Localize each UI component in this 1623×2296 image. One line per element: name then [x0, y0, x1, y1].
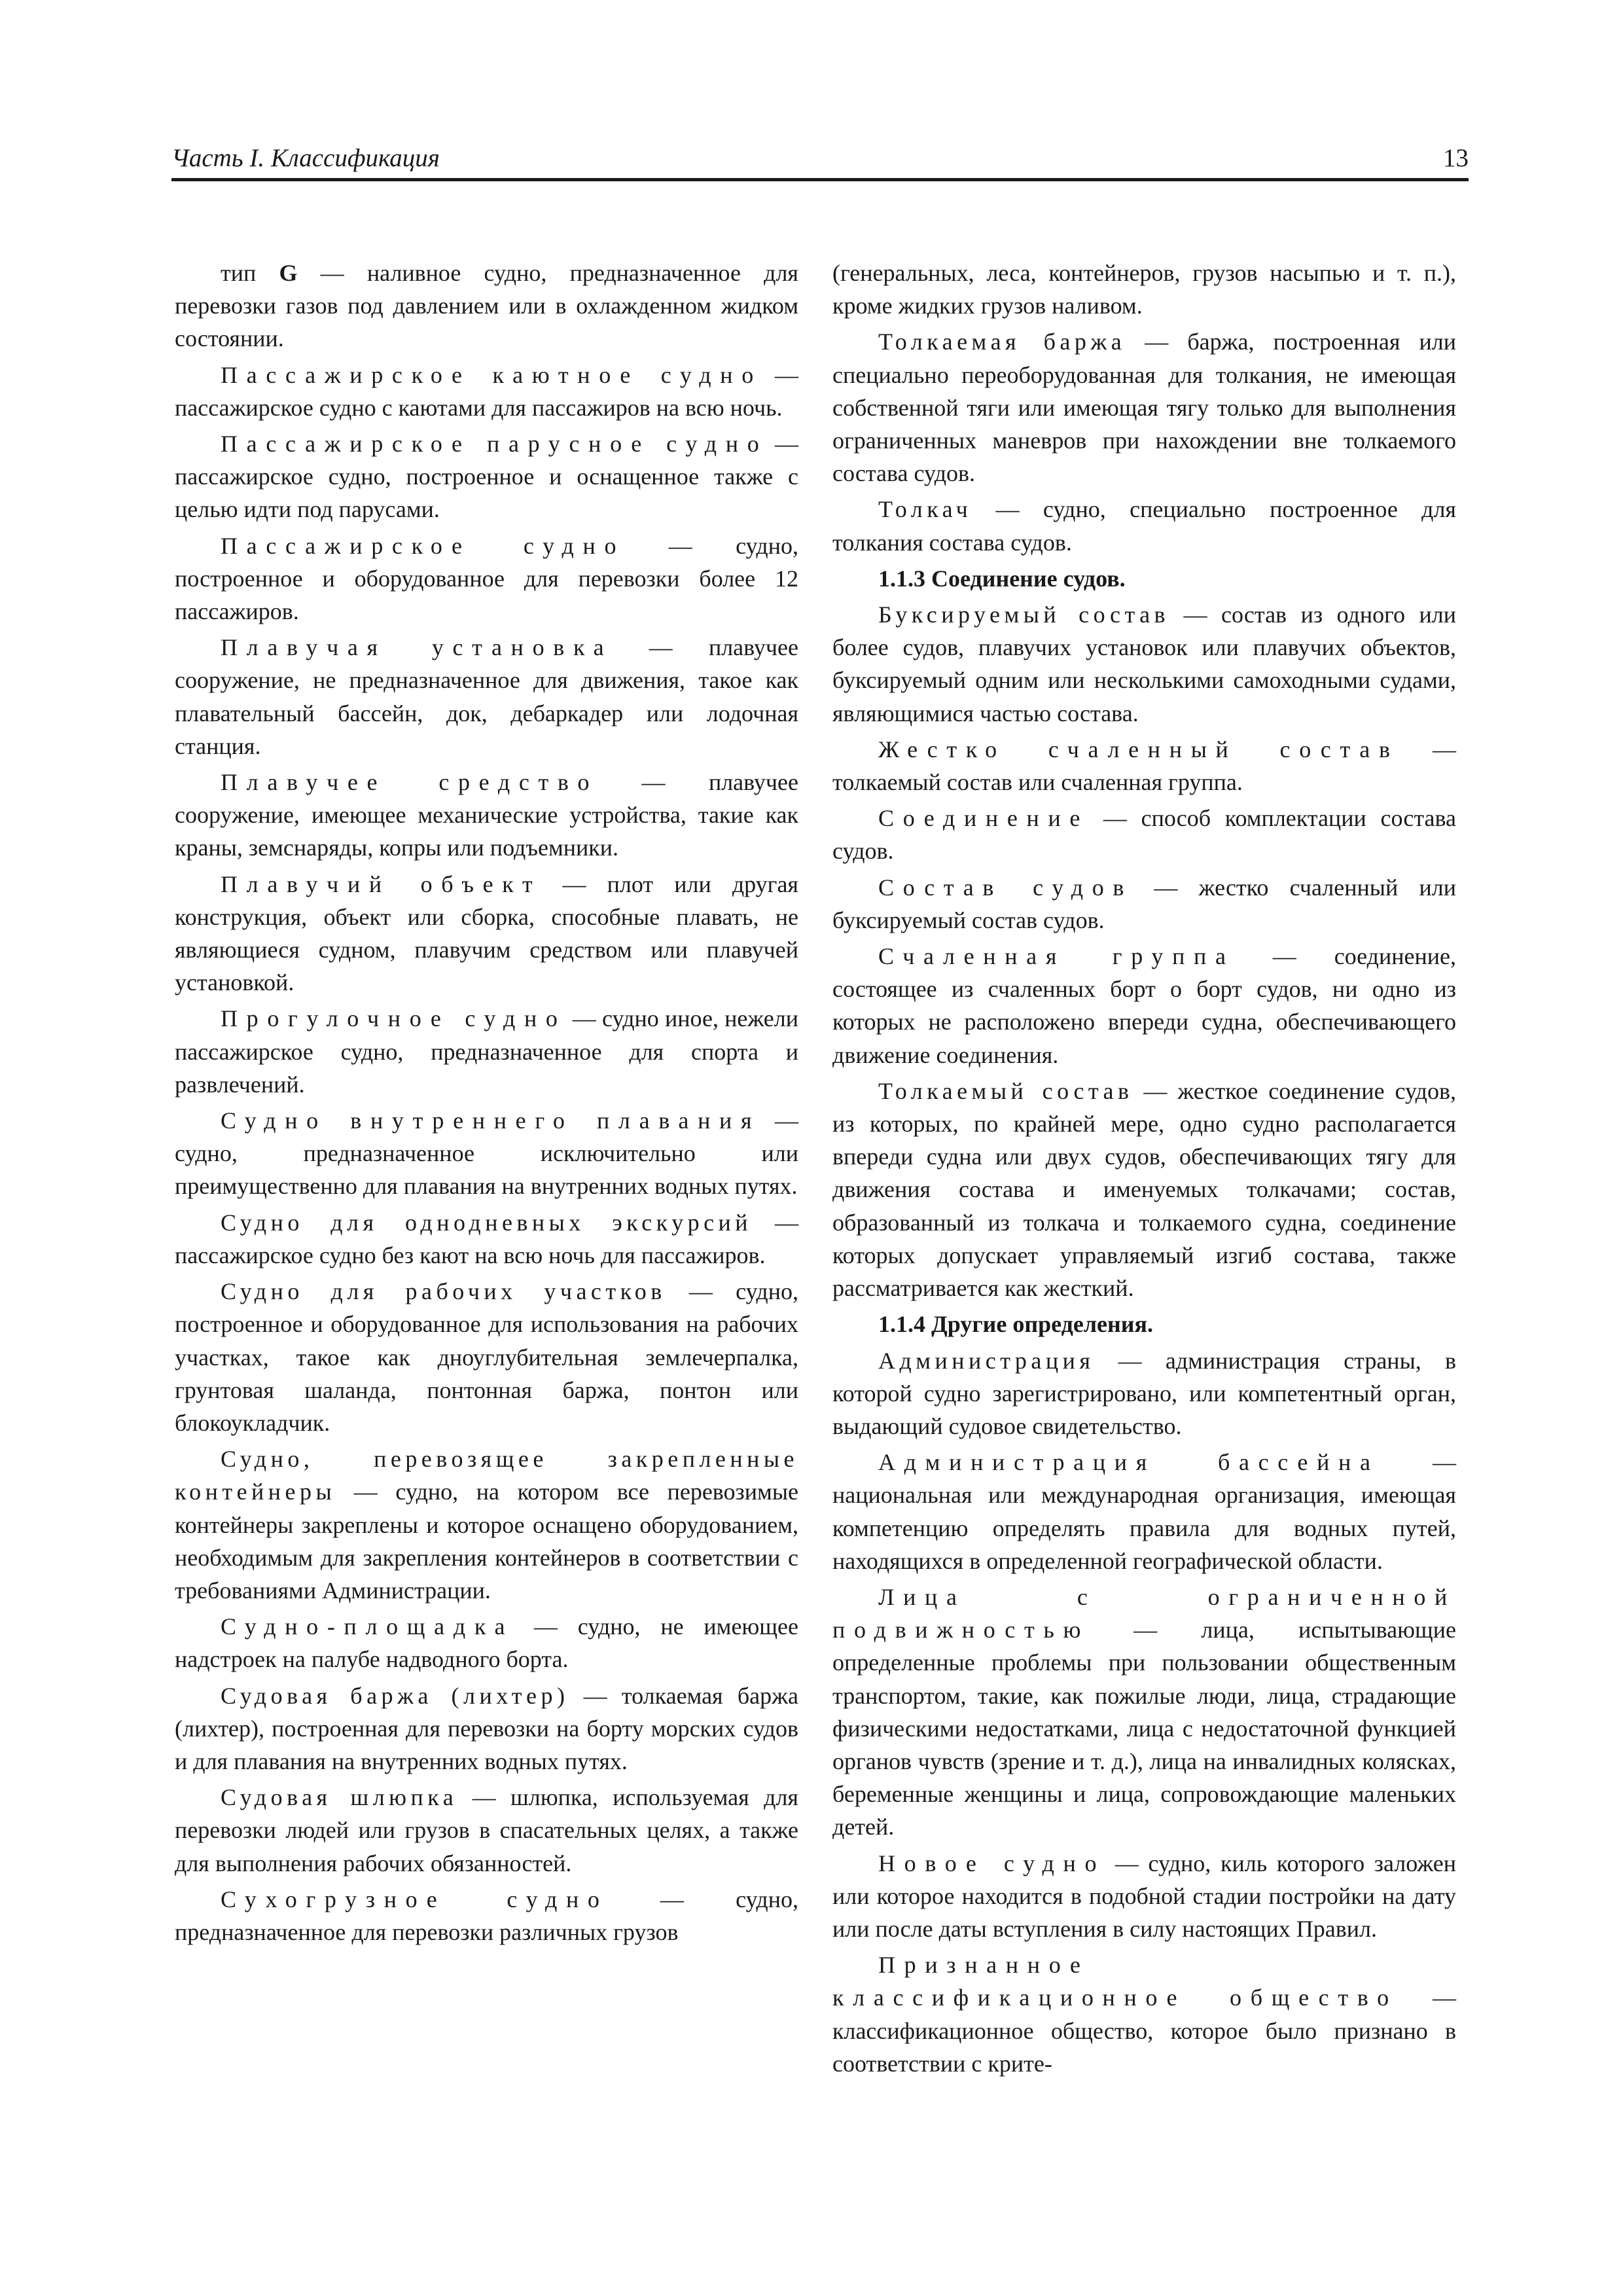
ship-type-letter: G: [279, 260, 298, 286]
definition-entry: [175, 631, 798, 762]
definition-entry: [832, 802, 1456, 867]
defined-term: Судовая баржа (лихтер): [221, 1682, 569, 1709]
defined-term: Судно внутреннего плавания: [221, 1107, 761, 1134]
defined-term: Состав судов: [878, 874, 1133, 901]
definition-entry: [832, 1581, 1456, 1844]
definition-entry: [175, 868, 798, 999]
definition-text: — соединение, состоящее из счаленных борт о борт судов, ни одно из которых не расположено впереди судна, обеспечивающего движение соединения.: [832, 943, 1456, 1068]
definition-text: — пассажирское судно с каютами для пассажиров на всю ночь.: [175, 361, 798, 421]
definition-text: — толкаемая баржа (лихтер), построенная для перевозки на борту морских судов и для плавания на внутренних водных путях.: [175, 1682, 798, 1774]
definition-entry: [175, 1206, 798, 1272]
defined-term: Судно-площадка: [221, 1613, 514, 1640]
page-number: 13: [1443, 144, 1469, 172]
definition-text: — жесткое соединение судов, из которых, по крайней мере, одно судно располагается впереди судна или двух судов, обеспечивающих тягу для движения состава и именуемых толкачами; состав, образованный из толкача и толкаемого судна, соединение которых допускает управляемый изгиб состава, также рассматривается как жесткий.: [832, 1077, 1456, 1302]
definition-text: — судно, построенное и оборудованное для использования на рабочих участках, такое как дноуглубительная землечерпалка, грунтовая шаланда, понтонная баржа, понтон или блокоукладчик.: [175, 1278, 798, 1436]
definition-entry: [175, 1443, 798, 1607]
defined-term: Буксируемый состав: [878, 601, 1170, 628]
defined-term: Толкач: [878, 496, 972, 523]
definition-entry: [175, 1883, 798, 1948]
definition-text: — состав из одного или более судов, плавучих установок или плавучих объектов, буксируемый одним или несколькими самоходными судами, являющимися частью состава.: [832, 601, 1456, 726]
defined-term: Пассажирское парусное судно: [221, 431, 768, 457]
section-heading: 1.1.4 Другие определения.: [878, 1311, 1153, 1338]
definition-text: — баржа, построенная или специально переоборудованная для толкания, не имеющая собственной тяги или имеющая тягу только для выполнения ограниченных маневров при нахождении вне толкаемого состава судов.: [832, 329, 1456, 487]
defined-term: Судно для рабочих участков: [221, 1278, 666, 1305]
definition-entry: [175, 1275, 798, 1439]
defined-term: Плавучая установка: [221, 634, 613, 661]
running-header: [171, 136, 1469, 181]
definition-entry: [832, 940, 1456, 1071]
definition-text: — судно, предназначенное для перевозки различных грузов: [175, 1886, 798, 1945]
definition-text: — судно, на котором все перевозимые контейнеры закреплены и которое оснащено оборудованием, необходимым для закрепления контейнеров в соответствии с требованиями Администрации.: [175, 1479, 798, 1604]
definition-entry: [832, 325, 1456, 490]
defined-term: Толкаемая баржа: [878, 329, 1126, 355]
definition-entry: [175, 427, 798, 526]
definition-text: — администрация страны, в которой судно зарегистрировано, или компетентный орган, выдающий судовое свидетельство.: [832, 1347, 1456, 1439]
defined-term: Судно, перевозящее закрепленные контейнеры: [175, 1446, 798, 1505]
definition-text: — толкаемый состав или счаленная группа.: [832, 736, 1457, 796]
definition-entry: [175, 1679, 798, 1778]
defined-term: Судовая шлюпка: [221, 1784, 458, 1811]
defined-term: Новое судно: [878, 1850, 1106, 1876]
definition-entry: [832, 1446, 1456, 1577]
defined-term: Прогулочное судно: [221, 1005, 567, 1032]
definition-entry: [832, 733, 1456, 798]
definition-text: — жестко счаленный или буксируемый состав судов.: [832, 874, 1457, 933]
definition-entry: [175, 359, 798, 424]
defined-term: Счаленная группа: [878, 943, 1235, 970]
defined-term: Пассажирское судно: [221, 532, 626, 559]
definition-entry: [175, 529, 798, 628]
defined-term: Плавучий объект: [221, 870, 542, 897]
defined-term: Судно для однодневных экскурсий: [221, 1209, 753, 1236]
defined-term: Администрация бассейна: [878, 1449, 1380, 1476]
defined-term: Толкаемый состав: [878, 1077, 1133, 1104]
defined-term: Жестко счаленный состав: [878, 736, 1399, 762]
entry-prefix: тип: [221, 260, 279, 286]
defined-term: Администрация: [878, 1347, 1095, 1374]
defined-term: Пассажирское каютное судно: [221, 361, 762, 388]
definition-entry: [175, 1610, 798, 1676]
definition-text: — судно, киль которого заложен или которое находится в подобной стадии постройки на дату или после даты вступления в силу настоящих Правил.: [832, 1850, 1456, 1942]
defined-term: Соединение: [878, 805, 1090, 832]
continued-text: (генеральных, леса, контейнеров, грузов насыпью и т. п.), кроме жидких грузов наливом.: [832, 260, 1456, 319]
header-title: Часть I. Классификация: [171, 144, 440, 172]
definition-text: — плавучее сооружение, не предназначенное для движения, такое как плавательный бассейн, док, дебаркадер или лодочная станция.: [175, 634, 798, 759]
definition-text: — классификационное общество, которое было признано в соответствии с крите-: [832, 1984, 1456, 2077]
definition-text: — пассажирское судно, построенное и оснащенное также с целью идти под парусами.: [175, 431, 798, 523]
definition-text: — судно, построенное и оборудованное для перевозки более 12 пассажиров.: [175, 532, 799, 625]
definition-text: — судно иное, нежели пассажирское судно, предназначенное для спорта и развлечений.: [175, 1005, 799, 1098]
defined-term: Признанное классификационное общество: [832, 1952, 1398, 2011]
definition-entry: [832, 871, 1456, 937]
section-heading: 1.1.3 Соединение судов.: [878, 565, 1126, 592]
definition-text: — плавучее сооружение, имеющее механические устройства, такие как краны, земснаряды, копры или подъемники.: [175, 769, 798, 861]
definition-text: — наливное судно, предназначенное для перевозки газов под давлением или в охлажденном жидком состоянии.: [175, 260, 798, 352]
definition-text: — лица, испытывающие определенные проблемы при пользовании общественным транспортом, такие, как пожилые люди, лица, страдающие физическими недостатками, лица с недостаточной функцией органов чувств (зрение и т. д.), лица на инвалидных колясках, беременные женщины и лица, сопровождающие маленьких детей.: [832, 1617, 1456, 1840]
definition-entry: [832, 598, 1456, 730]
definition-entry: [832, 1344, 1456, 1443]
definition-text: — судно, не имеющее надстроек на палубе надводного борта.: [175, 1613, 798, 1673]
defined-term: Лица с ограниченной подвижностью: [832, 1583, 1456, 1643]
definition-text: — шлюпка, используемая для перевозки людей или грузов в спасательных целях, а также для выполнения рабочих обязанностей.: [175, 1784, 798, 1876]
definition-entry: [175, 1781, 798, 1880]
definition-text: — судно, предназначенное исключительно или преимущественно для плавания на внутренних водных путях.: [175, 1107, 798, 1200]
defined-term: Плавучее средство: [221, 769, 599, 796]
definition-entry: [175, 766, 798, 865]
definition-entry: [832, 493, 1456, 558]
definition-entry: [175, 1002, 798, 1101]
definition-text: — пассажирское судно без кают на всю ночь для пассажиров.: [175, 1209, 798, 1268]
definition-text: — способ комплектации состава судов.: [832, 805, 1456, 865]
definition-entry: [832, 1948, 1456, 2080]
definition-text: — судно, специально построенное для толкания состава судов.: [832, 496, 1456, 556]
definition-entry: [832, 1075, 1456, 1304]
right-column: [832, 257, 1456, 2083]
definition-text: — плот или другая конструкция, объект или сборка, способные плавать, не являющиеся судном, плавучим средством или плавучей установкой.: [175, 870, 798, 996]
defined-term: Сухогрузное судно: [221, 1886, 609, 1912]
definition-entry: [832, 1847, 1456, 1946]
definition-text: — национальная или международная организация, имеющая компетенцию определять правила для водных путей, находящихся в определенной географической области.: [832, 1449, 1456, 1574]
definition-entry: [175, 1104, 798, 1203]
left-column: [175, 257, 798, 1952]
definition-entry: [175, 257, 798, 355]
